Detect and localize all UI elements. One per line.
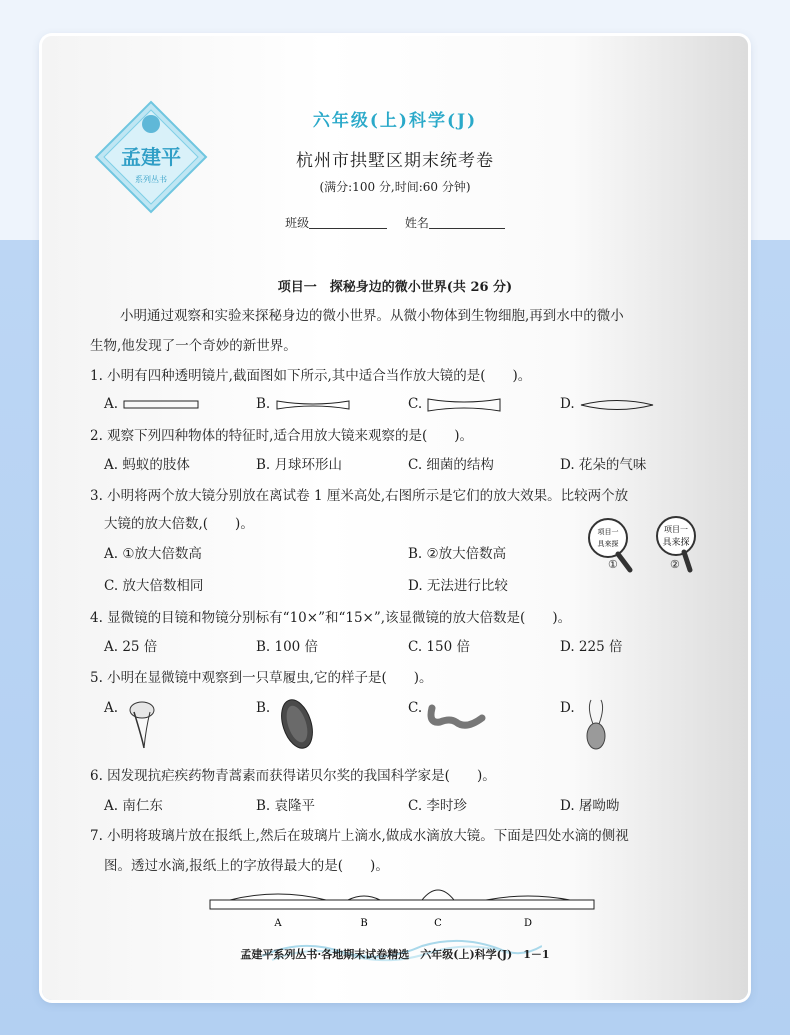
option-label: C.	[408, 700, 423, 716]
option-label: B.	[256, 396, 271, 412]
q3-magnifier-figure	[578, 514, 708, 574]
q7-water-drops-figure	[208, 886, 598, 934]
q4-option-c[interactable]: C. 150 倍	[408, 639, 470, 655]
q3-option-b[interactable]: B. ②放大倍数高	[408, 546, 507, 562]
drop-label-b: B	[360, 918, 368, 929]
magnifier-icon	[578, 514, 708, 574]
q4-text: 4. 显微镜的目镜和物镜分别标有“10×”和“15×”,该显微镜的放大倍数是( )。	[90, 610, 572, 626]
q1-option-d[interactable]	[560, 394, 659, 414]
q3-text-line-1: 3. 小明将两个放大镜分别放在离试卷 1 厘米高处,右图所示是它们的放大效果。比较两个放	[90, 488, 629, 504]
logo-series: 系列丛书	[135, 175, 167, 184]
option-label: D.	[560, 700, 575, 716]
q6-option-d[interactable]: D. 屠呦呦	[560, 798, 620, 814]
q1-text: 1. 小明有四种透明镜片,截面图如下所示,其中适合当作放大镜的是( )。	[90, 368, 532, 384]
intro-line-1: 小明通过观察和实验来探秘身边的微小世界。从微小物体到生物细胞,再到水中的微小	[120, 308, 624, 324]
q5-option-d[interactable]	[560, 698, 615, 754]
q4-option-d[interactable]: D. 225 倍	[560, 639, 623, 655]
q4-option-b[interactable]: B. 100 倍	[256, 639, 319, 655]
fig-label-1: ①	[608, 558, 618, 571]
concave-convex-lens-icon	[275, 398, 355, 412]
option-label: B.	[256, 700, 271, 716]
concave-lens-icon	[426, 397, 506, 413]
q6-option-a[interactable]: A. 南仁东	[104, 798, 163, 814]
q7-text-line-1: 7. 小明将玻璃片放在报纸上,然后在玻璃片上滴水,做成水滴放大镜。下面是四处水滴的侧视	[90, 828, 629, 844]
q7-text-line-2: 图。透过水滴,报纸上的字放得最大的是( )。	[104, 858, 389, 874]
q6-option-c[interactable]: C. 李时珍	[408, 798, 467, 814]
class-blank[interactable]	[309, 216, 387, 229]
lens-1-text-top: 项目一	[597, 528, 619, 536]
q2-option-a[interactable]: A. 蚂蚁的肢体	[104, 457, 190, 473]
logo-brand: 孟建平	[121, 145, 181, 169]
paper-subtitle: 杭州市拱墅区期末统考卷	[296, 151, 494, 171]
name-blank[interactable]	[429, 216, 505, 229]
q5-option-a[interactable]	[104, 698, 162, 750]
q5-option-b[interactable]	[256, 698, 321, 752]
q6-option-b[interactable]: B. 袁隆平	[256, 798, 316, 814]
convex-lens-icon	[579, 397, 659, 413]
q1-option-a[interactable]	[104, 394, 202, 414]
fig-label-2: ②	[670, 558, 680, 571]
intro-line-2: 生物,他发现了一个奇妙的新世界。	[90, 338, 297, 354]
drop-label-a: A	[274, 918, 282, 929]
student-info-fields	[42, 214, 748, 231]
section-title: 项目一 探秘身边的微小世界(共 26 分)	[277, 280, 513, 295]
flat-lens-icon	[122, 399, 202, 411]
page-footer: 孟建平系列丛书·各地期末试卷精选 六年级(上)科学(J) 1－1	[240, 948, 550, 961]
worm-icon	[426, 698, 486, 738]
q1-option-c[interactable]	[408, 394, 506, 414]
option-label: C.	[408, 396, 423, 412]
q3-option-c[interactable]: C. 放大倍数相同	[104, 578, 204, 594]
option-label: A.	[104, 700, 119, 716]
exam-page	[42, 36, 748, 1000]
water-drops-icon	[208, 886, 598, 934]
q3-text-line-2: 大镜的放大倍数,( )。	[104, 516, 254, 532]
option-label: D.	[560, 396, 575, 412]
q3-option-d[interactable]: D. 无法进行比较	[408, 578, 508, 594]
paramecium-icon	[275, 698, 321, 752]
q2-option-c[interactable]: C. 细菌的结构	[408, 457, 494, 473]
name-label: 姓名	[404, 216, 429, 230]
q3-option-a[interactable]: A. ①放大倍数高	[104, 546, 202, 562]
q5-text: 5. 小明在显微镜中观察到一只草履虫,它的样子是( )。	[90, 670, 433, 686]
paper-title: 六年级(上)科学(J)	[312, 111, 478, 131]
drop-label-d: D	[523, 918, 533, 929]
lens-2-text-top: 项目一	[664, 525, 688, 534]
q2-text: 2. 观察下列四种物体的特征时,适合用放大镜来观察的是( )。	[90, 428, 473, 444]
q6-text: 6. 因发现抗疟疾药物青蒿素而获得诺贝尔奖的我国科学家是( )。	[90, 768, 496, 784]
q2-option-b[interactable]: B. 月球环形山	[256, 457, 343, 473]
score-time-note: (满分:100 分,时间:60 分钟)	[319, 180, 471, 194]
q5-option-c[interactable]	[408, 698, 486, 738]
q1-option-b[interactable]	[256, 394, 355, 414]
q4-option-a[interactable]: A. 25 倍	[104, 639, 158, 655]
lens-2-text-bottom: 具来探	[662, 538, 690, 548]
drop-label-c: C	[434, 918, 442, 929]
q2-option-d[interactable]: D. 花朵的气味	[560, 457, 647, 473]
lens-1-text-bottom: 具来探	[597, 540, 619, 548]
option-label: A.	[104, 396, 119, 412]
class-label: 班级	[285, 216, 310, 230]
vorticella-icon	[122, 698, 162, 750]
chlamydomonas-icon	[579, 698, 615, 754]
